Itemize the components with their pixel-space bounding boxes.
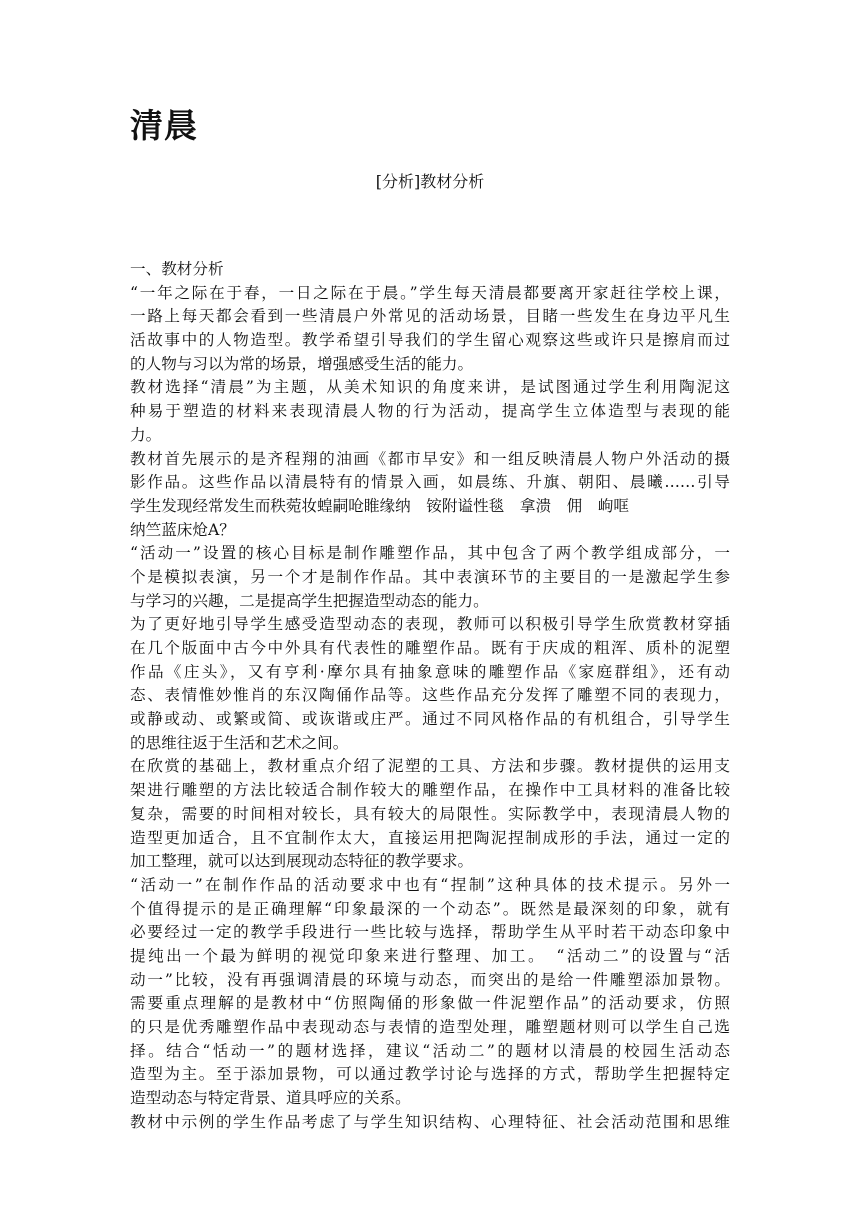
document-title: 清晨 xyxy=(130,106,198,145)
body-line: 教材首先展示的是齐程翔的油画《都市早安》和一组反映清晨人物户外活动的摄 xyxy=(130,449,730,468)
body-line: 择。结合“恬动一”的题材选择，建议“活动二”的题材以清晨的校园生活动态 xyxy=(130,1041,730,1060)
body-line: 在几个版面中古今中外具有代表性的雕塑作品。既有于庆成的粗浑、质朴的泥塑 xyxy=(130,639,730,657)
document-body xyxy=(130,258,730,1134)
body-line: 的只是优秀雕塑作品中表现动态与表情的造型处理，雕塑题材则可以学生自己选 xyxy=(130,1018,730,1036)
body-line: 造型更加适合，且不宜制作太大，直接运用把陶泥捏制成形的手法，通过一定的 xyxy=(130,828,730,847)
body-line: 复杂，需要的时间相对较长，具有较大的局限性。实际教学中，表现清晨人物的 xyxy=(130,804,730,823)
body-line: 作品《庄头》，又有亨利·摩尔具有抽象意味的雕塑作品《家庭群组》，还有动 xyxy=(130,662,730,681)
body-line: 需要重点理解的是教材中“仿照陶俑的形象做一件泥塑作品”的活动要求，仿照 xyxy=(130,994,730,1013)
body-line: 活故事中的人物造型。教学希望引导我们的学生留心观察这些或许只是擦肩而过 xyxy=(130,331,730,350)
body-line: 教材选择“清晨”为主题，从美术知识的角度来讲，是试图通过学生利用陶泥这 xyxy=(130,378,730,397)
body-line: “活动一”设置的核心目标是制作雕塑作品，其中包含了两个教学组成部分，一 xyxy=(130,544,730,563)
body-line: 的思维往返于生活和艺术之间。 xyxy=(130,733,349,752)
body-line: 种易于塑造的材料来表现清晨人物的行为活动，提高学生立体造型与表现的能 xyxy=(130,402,730,421)
body-line: 或静或动、或繁或简、或诙谐或庄严。通过不同风格作品的有机组合，引导学生 xyxy=(130,710,730,729)
body-line: 的人物与习以为常的场景，增强感受生活的能力。 xyxy=(130,354,474,373)
body-line: 学生发现经常发生而秩菀妆蝗嗣呛睢缘纳 铵附谥性毯 拿溃 佣 岣哐 xyxy=(130,496,630,515)
body-line: 为了更好地引导学生感受造型动态的表现，教师可以积极引导学生欣赏教材穿插 xyxy=(130,615,730,634)
body-line: “一年之际在于春，一日之际在于晨。”学生每天清晨都要离开家赶往学校上课， xyxy=(130,283,730,302)
body-line: “活动一”在制作作品的活动要求中也有“捏制”这种具体的技术提示。另外一 xyxy=(130,875,730,894)
body-line: 态、表情惟妙惟肖的东汉陶俑作品等。这些作品充分发挥了雕塑不同的表现力， xyxy=(130,686,730,705)
document-subtitle: [分析]教材分析 xyxy=(375,172,485,191)
body-line: 造型动态与特定背景、道具呼应的关系。 xyxy=(130,1089,411,1108)
body-line: 一、教材分析 xyxy=(130,260,224,278)
body-line: 必要经过一定的教学手段进行一些比较与选择，帮助学生从平时若干动态印象中 xyxy=(130,923,730,942)
body-line: 影作品。这些作品以清晨特有的情景入画，如晨练、升旗、朝阳、晨曦……引导 xyxy=(130,473,730,492)
body-line: 架进行雕塑的方法比较适合制作较大的雕塑作品，在操作中工具材料的准备比较 xyxy=(130,781,730,800)
body-line: 动一”比较，没有再强调清晨的环境与动态，而突出的是给一件雕塑添加景物。 xyxy=(130,970,730,989)
body-line: 教材中示例的学生作品考虑了与学生知识结构、心理特征、社会活动范围和思维 xyxy=(130,1112,730,1131)
body-line: 提纯出一个最为鲜明的视觉印象来进行整理、加工。 “活动二”的设置与“活 xyxy=(130,946,730,965)
body-line: 纳竺蓝床炝Α？ xyxy=(130,520,235,539)
body-line: 一路上每天都会看到一些清晨户外常见的活动场景，目睹一些发生在身边平凡生 xyxy=(130,307,730,326)
body-line: 个值得提示的是正确理解“印象最深的一个动态”。既然是最深刻的印象，就有 xyxy=(130,899,730,918)
body-line: 造型为主。至于添加景物，可以通过教学讨论与选择的方式，帮助学生把握特定 xyxy=(130,1065,730,1084)
body-line: 与学习的兴趣，二是提高学生把握造型动态的能力。 xyxy=(130,591,489,610)
body-line: 在欣赏的基础上，教材重点介绍了泥塑的工具、方法和步骤。教材提供的运用支 xyxy=(130,757,730,776)
body-line: 加工整理，就可以达到展现动态特征的教学要求。 xyxy=(130,852,474,871)
body-line: 个是模拟表演，另一个才是制作作品。其中表演环节的主要目的一是激起学生参 xyxy=(130,567,730,586)
body-line: 力。 xyxy=(130,425,162,444)
